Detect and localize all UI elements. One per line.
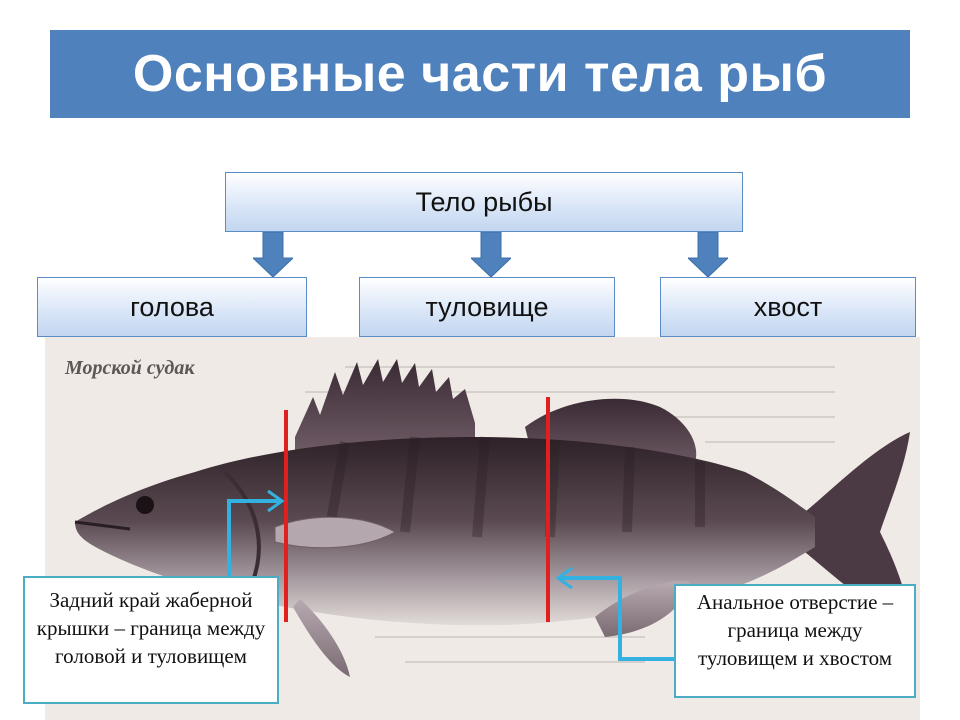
part-head-label: голова [130,291,214,322]
annotation-anal-boundary: Анальное отверстие – граница между туловищем и хвостом [674,584,916,698]
arrow-down-icon [253,232,293,278]
fish-eye [136,496,154,514]
figure-caption: Морской судак [65,357,195,379]
arrow-down-icon [471,232,511,278]
root-node-label: Тело рыбы [415,186,553,217]
part-trunk-label: туловище [425,291,549,322]
root-node [225,172,743,232]
part-head [37,277,307,337]
page-title: Основные части тела рыб [50,30,910,118]
part-tail [660,277,916,337]
part-trunk [359,277,615,337]
annotation-gill-boundary: Задний край жаберной крышки – граница между головой и туловищем [23,576,279,704]
arrow-down-icon [688,232,728,278]
part-tail-label: хвост [753,291,823,322]
